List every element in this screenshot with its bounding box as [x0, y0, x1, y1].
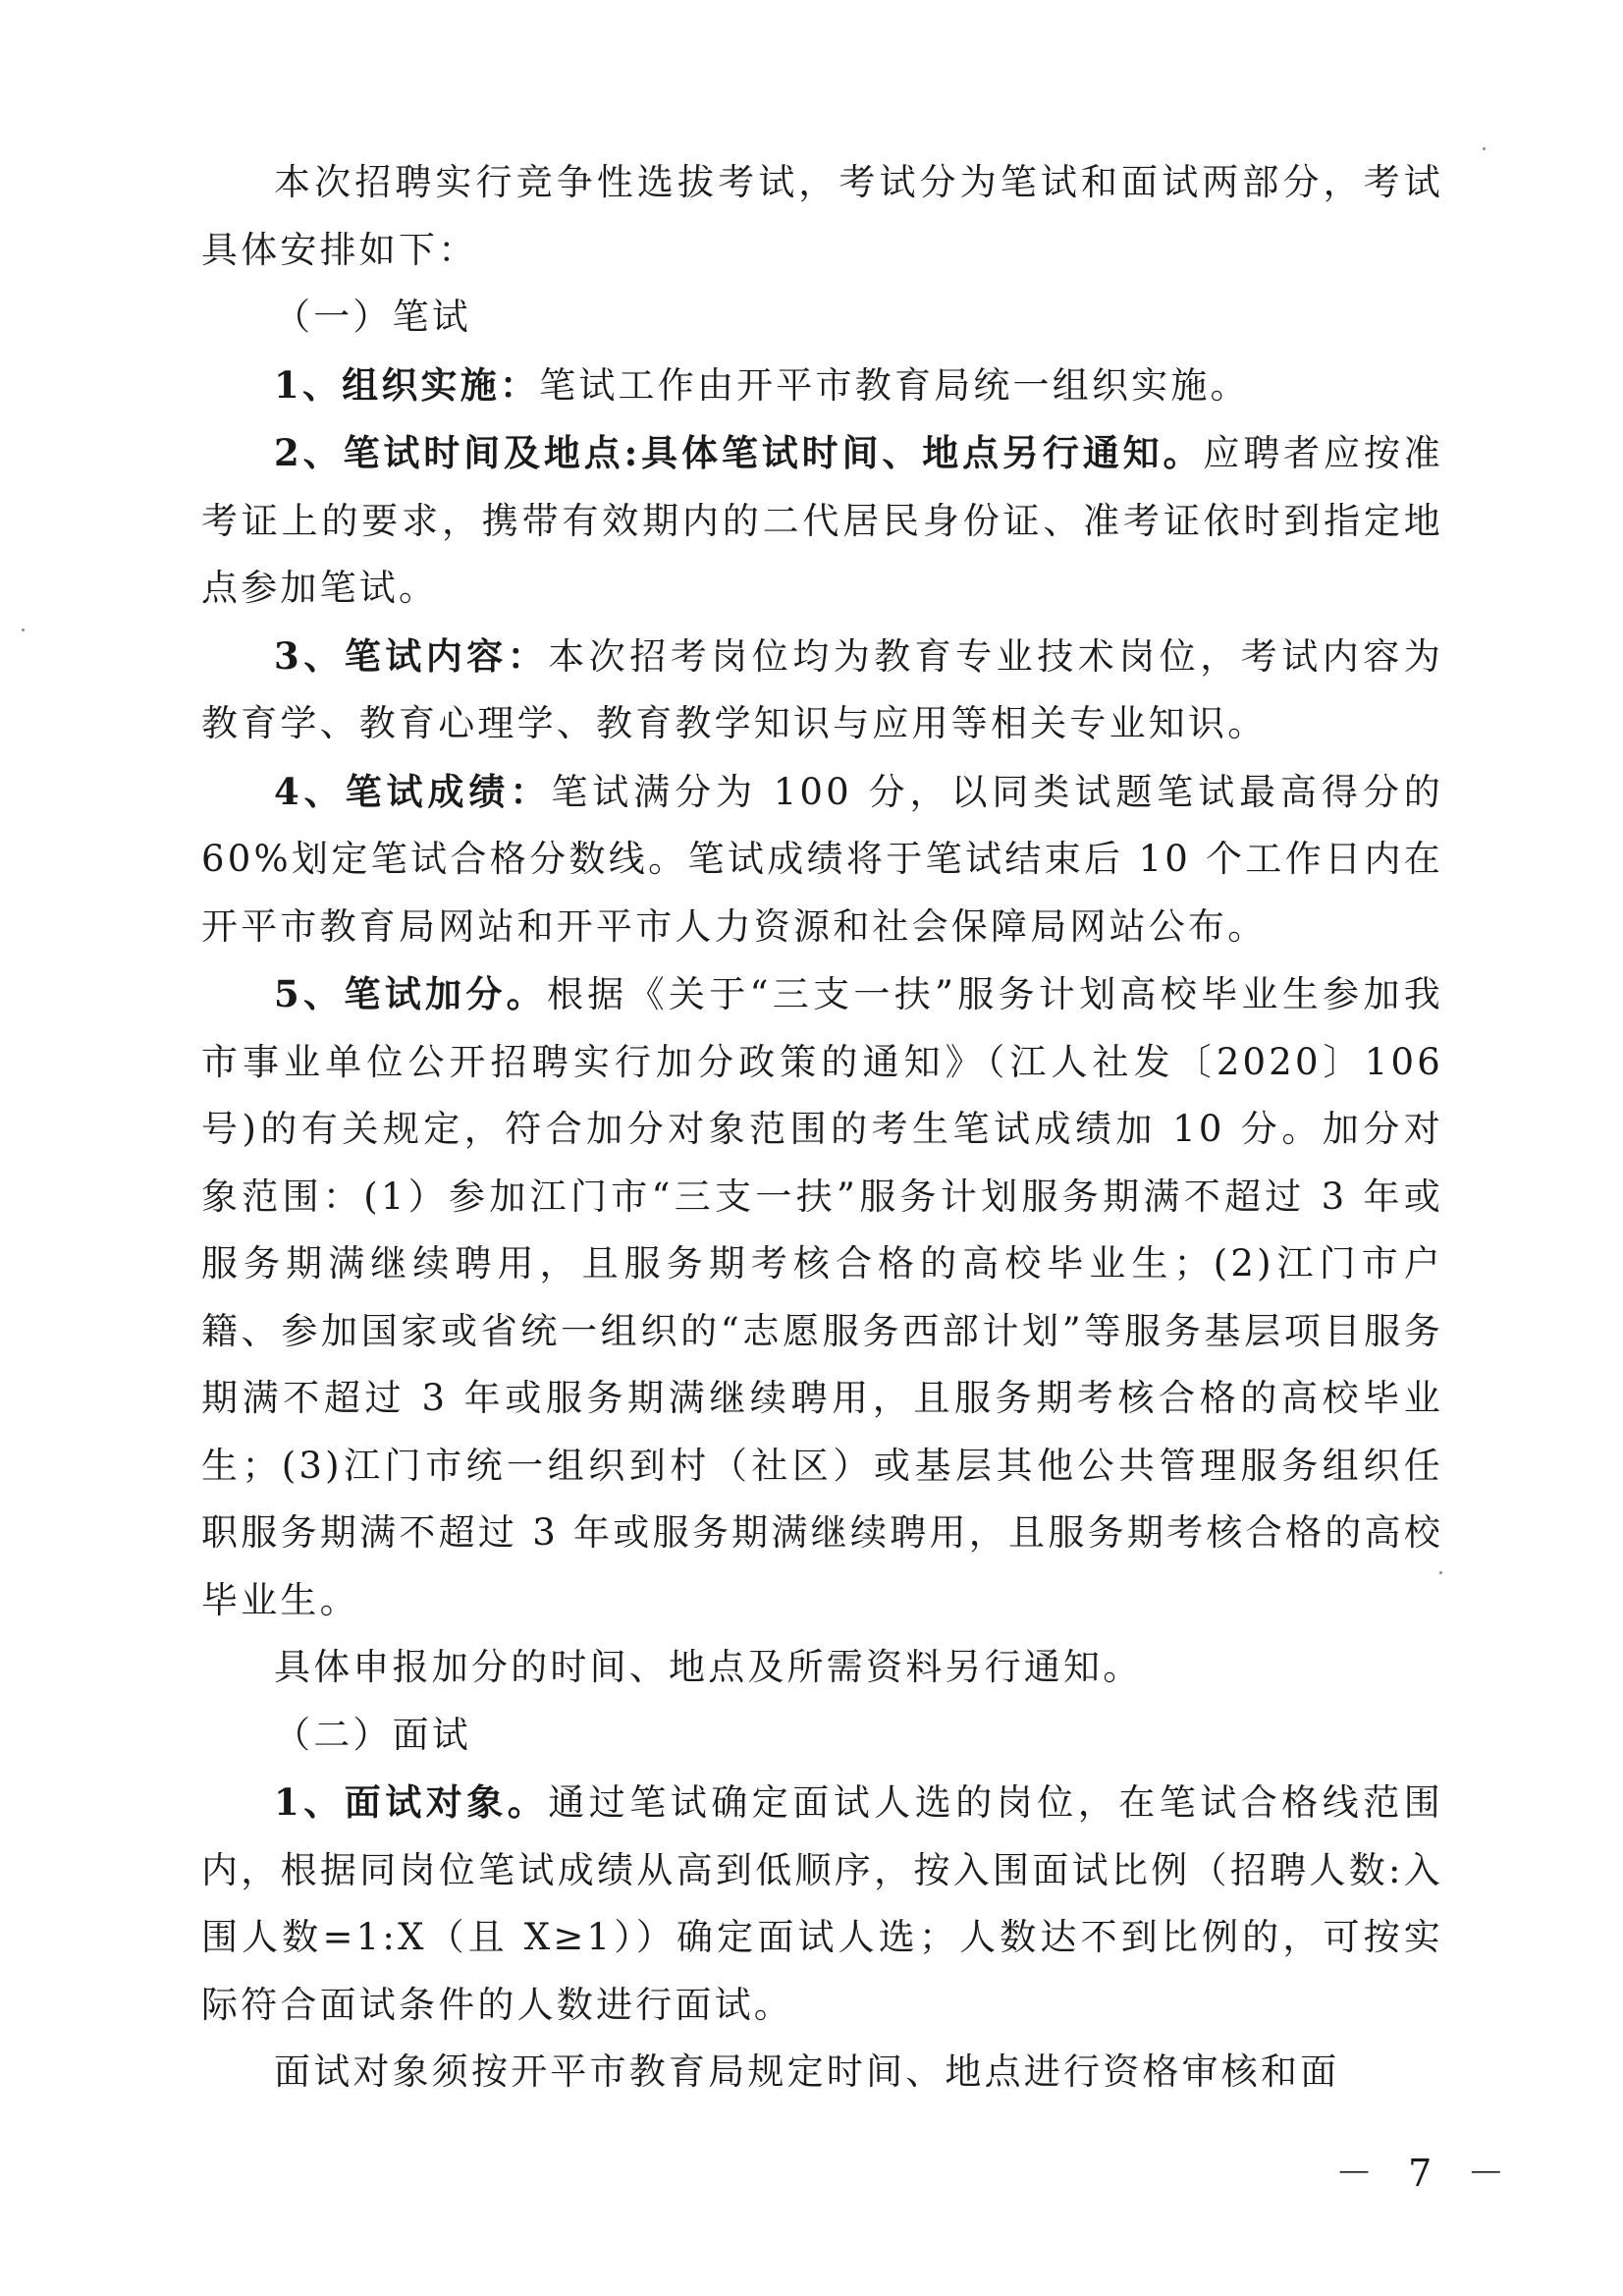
item-bonus-points — [201, 960, 1443, 1634]
item-text: 通过笔试确定面试人选的岗位，在笔试合格线范围内，根据同岗位笔试成绩从高到低顺序，按入围面试比例（招聘人数:入围人数=1:X（且 X≥1））确定面试人选；人数达不到比例的，可按实际符合面试条件的人数进行面试。 — [201, 1781, 1443, 2026]
item-text: 笔试工作由开平市教育局统一组织实施。 — [539, 363, 1250, 407]
item-label: 5、笔试加分。 — [274, 972, 547, 1015]
item-exam-content — [201, 623, 1443, 758]
scan-speck — [22, 629, 25, 631]
section-heading-written-exam — [201, 284, 1443, 352]
section-heading-interview — [201, 1702, 1443, 1770]
item-label: 3、笔试内容： — [274, 633, 549, 678]
item-text: 本次招考岗位均为教育专业技术岗位，考试内容为教育学、教育心理学、教育教学知识与应用等相关专业知识。 — [201, 634, 1443, 744]
item-time-location — [201, 419, 1443, 623]
item-label: 2、笔试时间及地点:具体笔试时间、地点另行通知。 — [274, 431, 1204, 474]
item-exam-score — [201, 758, 1443, 961]
item-text: 应聘者应按准考证上的要求，携带有效期内的二代居民身份证、准考证依时到指定地点参加笔试。 — [201, 432, 1443, 609]
item-interview-candidates — [201, 1769, 1443, 2039]
section-heading-text: （一）笔试 — [274, 296, 471, 338]
item-label: 1、组织实施： — [274, 362, 540, 407]
scan-speck — [1483, 147, 1486, 150]
item-label: 1、面试对象。 — [274, 1780, 549, 1824]
section-heading-text: （二）面试 — [274, 1713, 471, 1756]
intro-text: 本次招聘实行竞争性选拔考试，考试分为笔试和面试两部分，考试具体安排如下： — [201, 161, 1443, 271]
bonus-notice-paragraph — [201, 1634, 1443, 1702]
item-text: 根据《关于“三支一扶”服务计划高校毕业生参加我市事业单位公开招聘实行加分政策的通知》（江人社发〔2020〕106 号)的有关规定，符合加分对象范围的考生笔试成绩加 10 分。加分对象范围：(1）参加江门市“三支一扶”服务计划服务期满不超过 3 年或服务期满继续聘用，且服务期考核合格的高校毕业生；(2)江门市户籍、参加国家或省统一组织的“志愿服务西部计划”等服务基层项目服务期满不超过 3 年或服务期满继续聘用，且服务期考核合格的高校毕业生；(3)江门市统一组织到村（社区）或基层其他公共管理服务组织任职服务期满不超过 3 年或服务期满继续聘用，且服务期考核合格的高校毕业生。 — [201, 973, 1443, 1621]
page-number: － 7 － — [1335, 2152, 1517, 2195]
interview-review-text: 面试对象须按开平市教育局规定时间、地点进行资格审核和面 — [274, 2050, 1340, 2093]
document-body — [201, 149, 1443, 2106]
interview-review-paragraph — [201, 2039, 1443, 2106]
intro-paragraph — [201, 149, 1443, 284]
item-text: 笔试满分为 100 分，以同类试题笔试最高得分的 60%划定笔试合格分数线。笔试成绩将于笔试结束后 10 个工作日内在开平市教育局网站和开平市人力资源和社会保障局网站公布。 — [201, 770, 1443, 948]
bonus-notice-text: 具体申报加分的时间、地点及所需资料另行通知。 — [274, 1646, 1143, 1688]
item-label: 4、笔试成绩： — [274, 769, 552, 813]
item-organization — [201, 352, 1443, 420]
